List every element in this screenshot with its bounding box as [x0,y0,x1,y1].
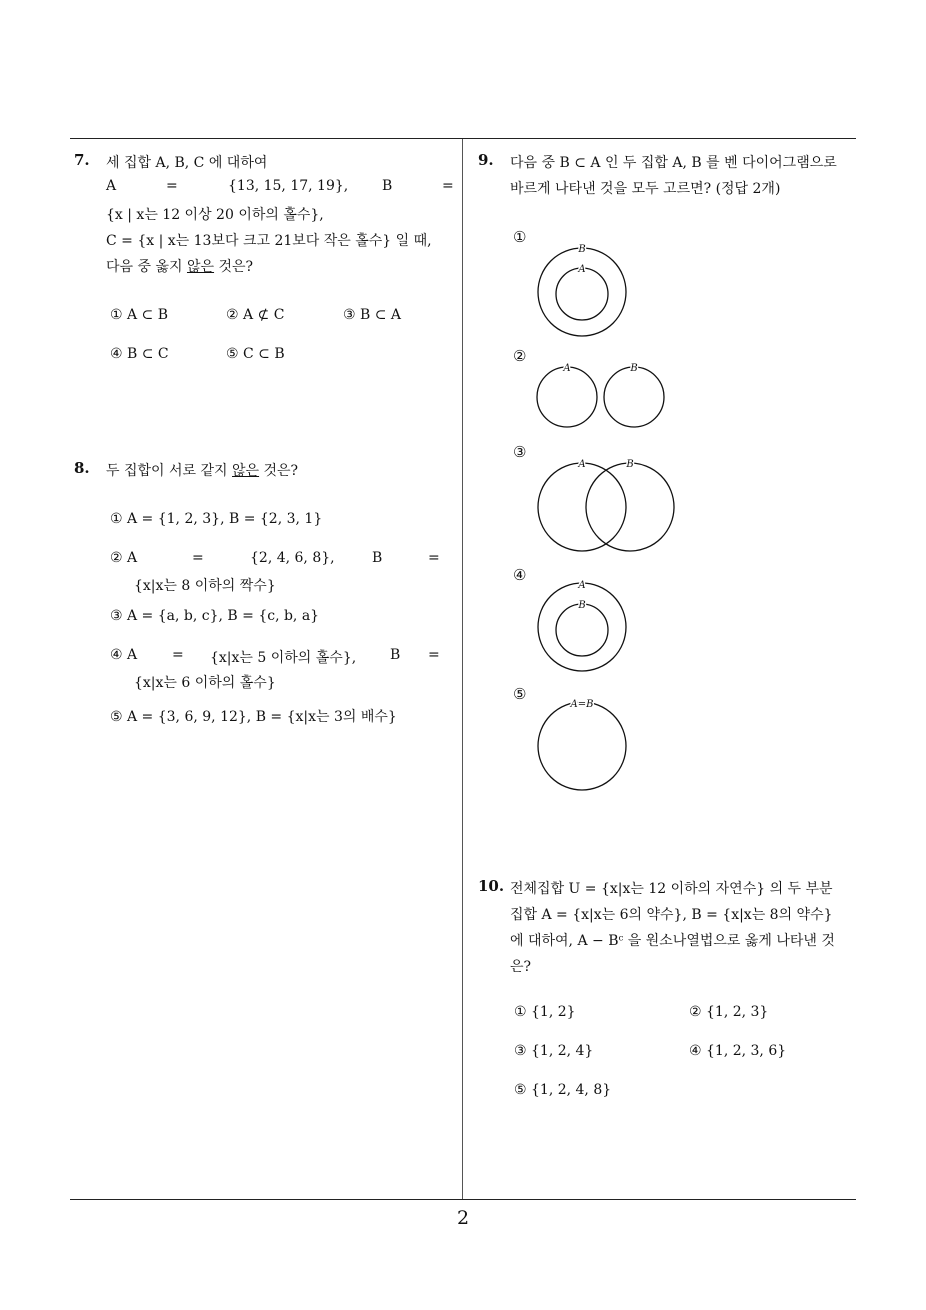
equals-sign: = [428,550,440,566]
answer-option[interactable]: ③ A = {a, b, c}, B = {c, b, a} [110,608,320,624]
venn-label: B [578,600,586,611]
venn-label: A [578,459,586,470]
answer-option[interactable]: ⑤ A = {3, 6, 9, 12}, B = {x|x는 3의 배수} [110,709,397,725]
circle-a [538,463,626,551]
question-text-line: 은? [510,959,532,975]
question-text-line: 집합 A = {x|x는 6의 약수}, B = {x|x는 8의 약수} [510,907,833,923]
question-number: 7. [74,151,90,169]
text: 다음 중 옳지 [106,259,187,275]
set-b-label: B [372,550,383,566]
option-number[interactable]: ② [513,347,527,365]
answer-option[interactable]: ② {1, 2, 3} [689,1004,769,1020]
answer-option-continued: {x|x는 8 이하의 짝수} [134,578,276,594]
venn-label: A [578,580,586,591]
venn-label: B [626,459,634,470]
option-text: ④ A [110,647,138,663]
question-text-line [106,256,253,276]
equals-sign: = [192,550,204,566]
circle-a [537,367,597,427]
outer-circle [538,248,626,336]
venn-label: A [563,363,571,374]
answer-option[interactable]: ③ {1, 2, 4} [514,1043,594,1059]
inner-circle [556,268,608,320]
question-number: 8. [74,459,90,477]
question-text-line: C = {x | x는 13보다 크고 21보다 작은 홀수} 일 때, [106,233,432,249]
question-text-line: {x | x는 12 이상 20 이하의 홀수}, [106,207,324,223]
text: 것은? [214,259,254,275]
venn-label: A=B [570,699,594,710]
equals-sign: = [166,178,178,194]
underlined-text: 않은 [186,259,215,275]
equals-sign: = [442,178,454,194]
option-number[interactable]: ⑤ [513,685,527,703]
circle-b [586,463,674,551]
inner-circle [556,604,608,656]
set-b-label: B [390,647,401,663]
venn-diagram-5[interactable] [538,702,626,790]
outer-circle [538,583,626,671]
set-b-label: B [382,178,393,194]
venn-diagram-1[interactable] [538,248,626,336]
option-text: ② A [110,550,138,566]
option-number[interactable]: ① [513,228,527,246]
column-divider [462,139,463,1199]
option-number[interactable]: ③ [513,443,527,461]
answer-option[interactable]: ③ B ⊂ A [343,307,402,323]
bottom-rule [70,1199,856,1200]
set-elements: {x|x는 5 이하의 홀수}, [210,650,357,666]
set-a-label: A [106,178,117,194]
underlined-text: 않은 [232,463,260,479]
answer-option[interactable]: ④ {1, 2, 3, 6} [689,1043,787,1059]
answer-option[interactable]: ② A ⊄ C [226,307,285,323]
question-text-line: 전체집합 U = {x|x는 12 이하의 자연수} 의 두 부분 [510,881,833,897]
page-number: 2 [456,1207,470,1229]
answer-option[interactable]: ① A = {1, 2, 3}, B = {2, 3, 1} [110,511,323,527]
question-text-line: 에 대하여, A − Bᶜ 을 원소나열법으로 옳게 나타낸 것 [510,933,835,949]
question-text-line [106,460,298,480]
set-a-elements: {13, 15, 17, 19}, [228,178,349,194]
answer-option-continued: {x|x는 6 이하의 홀수} [134,675,276,691]
equals-sign: = [428,647,440,663]
venn-label: A [578,264,586,275]
answer-option[interactable]: ① {1, 2} [514,1004,576,1020]
set-elements: {2, 4, 6, 8}, [250,550,335,566]
venn-diagrams [520,230,700,800]
venn-label: B [630,363,638,374]
text: 것은? [259,463,299,479]
question-number: 9. [478,151,494,169]
venn-label: B [578,244,586,255]
answer-option[interactable]: ① A ⊂ B [110,307,169,323]
answer-option[interactable]: ⑤ {1, 2, 4, 8} [514,1082,612,1098]
answer-option[interactable]: ⑤ C ⊂ B [226,346,285,362]
single-circle [538,702,626,790]
equals-sign: = [172,647,184,663]
circle-b [604,367,664,427]
venn-diagram-3[interactable] [538,463,674,551]
venn-diagram-2[interactable] [537,367,664,427]
venn-diagram-4[interactable] [538,583,626,671]
text: 두 집합이 서로 같지 [106,463,232,479]
answer-option[interactable]: ④ B ⊂ C [110,346,169,362]
question-number: 10. [478,877,505,895]
question-text-line: 세 집합 A, B, C 에 대하여 [106,155,268,171]
option-number[interactable]: ④ [513,566,527,584]
question-text-line: 다음 중 B ⊂ A 인 두 집합 A, B 를 벤 다이어그램으로 [510,155,837,171]
top-rule [70,138,856,139]
question-text-line: 바르게 나타낸 것을 모두 고르면? (정답 2개) [510,181,781,197]
